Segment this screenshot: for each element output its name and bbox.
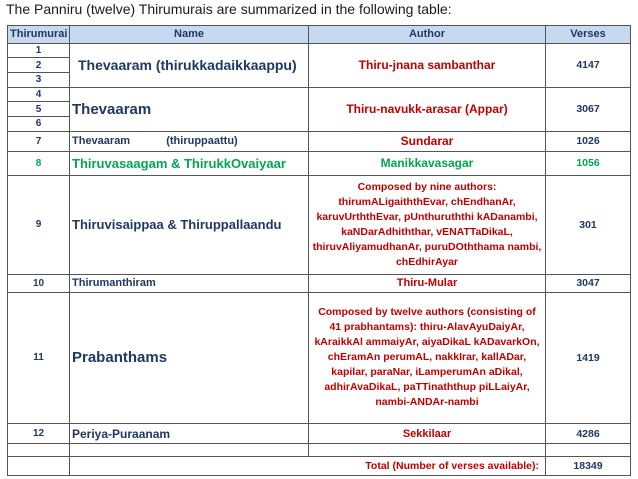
header-row bbox=[8, 26, 631, 44]
total-value: 18349 bbox=[546, 457, 631, 476]
table-row bbox=[8, 87, 631, 102]
name-cell: Thevaaram (thirukkadaikkaappu) bbox=[70, 43, 309, 87]
table-row bbox=[8, 131, 631, 151]
table-row bbox=[8, 43, 631, 58]
column-header-thirumurai: Thirumurai bbox=[8, 26, 70, 44]
author-cell: Manikkavasagar bbox=[309, 151, 546, 175]
thirumurai-number: 5 bbox=[8, 102, 70, 117]
empty-row bbox=[8, 444, 631, 457]
total-label: Total (Number of verses available): bbox=[70, 457, 546, 476]
name-cell: Thiruvisaippaa & Thiruppallaandu bbox=[70, 175, 309, 274]
thirumurai-number: 3 bbox=[8, 73, 70, 88]
name-cell: Thevaaram bbox=[70, 87, 309, 131]
verses-cell: 3047 bbox=[546, 274, 631, 292]
verses-cell: 1026 bbox=[546, 131, 631, 151]
thirumurai-number: 9 bbox=[8, 175, 70, 274]
name-cell: Thiruvasaagam & ThirukkOvaiyaar bbox=[70, 151, 309, 175]
verses-cell: 301 bbox=[546, 175, 631, 274]
thirumurai-number: 1 bbox=[8, 43, 70, 58]
thirumurai-number: 2 bbox=[8, 58, 70, 73]
name-cell: Prabanthams bbox=[70, 292, 309, 423]
name-cell bbox=[70, 131, 309, 151]
author-cell: Composed by twelve authors (consisting of 41 prabhantams): thiru-AlavAyuDaiyAr, kAraikkAl ammaiyAr, aiyaDikaL kADavarkOn, chEramAn perumAL, nakkIrar, kallADar, kapilar, paraNar, iLamperumAn aDikal, adhirAvaDikaL, paTTinaththup piLLaiyAr, nambi-ANDAr-nambi bbox=[309, 292, 546, 423]
column-header-verses: Verses bbox=[546, 26, 631, 44]
author-cell: Thiru-jnana sambanthar bbox=[309, 43, 546, 87]
verses-cell: 3067 bbox=[546, 87, 631, 131]
verses-cell: 1419 bbox=[546, 292, 631, 423]
table-row bbox=[8, 292, 631, 423]
thirumurai-number: 11 bbox=[8, 292, 70, 423]
thirumurai-number: 10 bbox=[8, 274, 70, 292]
table-row bbox=[8, 423, 631, 444]
name-cell: Periya-Puraanam bbox=[70, 423, 309, 444]
author-cell: Thiru-Mular bbox=[309, 274, 546, 292]
author-cell: Composed by nine authors: thirumALigaiththEvar, chEndhanAr, karuvUrththEvar, pUnthuruththi kADanambi, kaNDarAdhiththar, vENATTaDikaL, thiruvAliyamudhanAr, puruDOththama nambi, chEdhirAyar bbox=[309, 175, 546, 274]
verses-cell: 1056 bbox=[546, 151, 631, 175]
table-row bbox=[8, 175, 631, 274]
author-cell: Sundarar bbox=[309, 131, 546, 151]
column-header-name: Name bbox=[70, 26, 309, 44]
verses-cell: 4147 bbox=[546, 43, 631, 87]
table-row bbox=[8, 151, 631, 175]
name-cell: Thirumanthiram bbox=[70, 274, 309, 292]
thirumurai-number: 12 bbox=[8, 423, 70, 444]
verses-cell: 4286 bbox=[546, 423, 631, 444]
column-header-author: Author bbox=[309, 26, 546, 44]
table-row bbox=[8, 274, 631, 292]
name-part: Thevaaram bbox=[72, 135, 131, 148]
thirumurai-number: 7 bbox=[8, 131, 70, 151]
total-row bbox=[8, 457, 631, 476]
author-cell: Thiru-navukk-arasar (Appar) bbox=[309, 87, 546, 131]
page-heading: The Panniru (twelve) Thirumurais are summarized in the following table: bbox=[6, 1, 452, 17]
author-cell: Sekkilaar bbox=[309, 423, 546, 444]
thirumurai-table bbox=[7, 25, 631, 476]
thirumurai-number: 8 bbox=[8, 151, 70, 175]
name-part: (thiruppaattu) bbox=[166, 135, 238, 148]
thirumurai-number: 4 bbox=[8, 87, 70, 102]
thirumurai-number: 6 bbox=[8, 116, 70, 131]
